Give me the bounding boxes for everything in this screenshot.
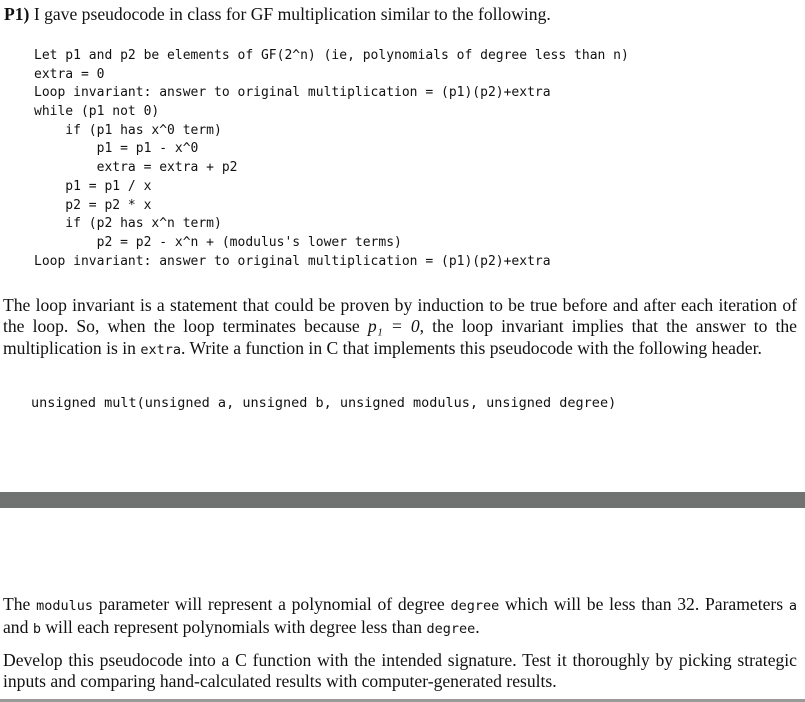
code-line: extra = 0 xyxy=(34,66,105,82)
paragraph-text: will each represent polynomials with degree less than xyxy=(40,617,427,638)
paragraph-text: . xyxy=(475,617,480,638)
code-line: extra = extra + p2 xyxy=(34,160,238,176)
code-line: if (p2 has x^n term) xyxy=(34,216,222,232)
problem-heading xyxy=(4,4,551,25)
paragraph-text: The xyxy=(3,594,37,614)
code-line: p1 = p1 / x xyxy=(34,178,152,194)
paragraph-text: which will be less than 32. Parameters xyxy=(499,594,789,614)
code-line: if (p1 has x^0 term) xyxy=(34,122,222,138)
pseudocode-block xyxy=(34,47,629,271)
math-expression: p₁ = 0 xyxy=(367,316,420,337)
code-line: p2 = p2 - x^n + (modulus's lower terms) xyxy=(34,234,402,250)
problem-label: P1) xyxy=(4,4,30,24)
code-line: p1 = p1 - x^0 xyxy=(34,141,199,157)
parameters-paragraph xyxy=(3,594,797,641)
instructions-paragraph: Develop this pseudocode into a C function with the intended signature. Test it thoroughly by picking strategic inputs and comparing hand-calculated results with computer-generated results. xyxy=(3,650,797,692)
paragraph-text: parameter will represent a polynomial of degree xyxy=(93,594,451,614)
code-line: p2 = p2 * x xyxy=(34,197,152,213)
code-line: Loop invariant: answer to original multiplication = (p1)(p2)+extra xyxy=(34,253,551,269)
inline-code-b: b xyxy=(32,621,41,638)
inline-code-degree: degree xyxy=(450,598,500,614)
loop-invariant-paragraph xyxy=(3,295,797,361)
paragraph-text: . Write a function in C that implements this pseudocode with the following header. xyxy=(180,337,762,358)
function-signature: unsigned mult(unsigned a, unsigned b, unsigned modulus, unsigned degree) xyxy=(31,395,617,411)
inline-code-degree: degree xyxy=(426,621,476,638)
paragraph-text: and xyxy=(3,617,33,638)
paragraph-text: , the loop invariant implies that the answer to the multiplication is in xyxy=(3,316,797,358)
code-line: while (p1 not 0) xyxy=(34,104,160,120)
paragraph-text: The loop invariant is a statement that could be proven by induction to be true before and after each iteration of the loop. So, when the loop terminates because xyxy=(3,295,797,337)
code-line: Let p1 and p2 be elements of GF(2^n) (ie, polynomials of degree less than n) xyxy=(34,48,629,63)
inline-code-extra: extra xyxy=(140,341,181,358)
inline-code-a: a xyxy=(788,598,797,614)
section-divider xyxy=(0,492,805,508)
problem-intro: I gave pseudocode in class for GF multiplication similar to the following. xyxy=(33,4,551,24)
document-lower-section xyxy=(0,508,805,702)
inline-code-modulus: modulus xyxy=(36,598,93,614)
code-line: Loop invariant: answer to original multiplication = (p1)(p2)+extra xyxy=(34,85,551,101)
